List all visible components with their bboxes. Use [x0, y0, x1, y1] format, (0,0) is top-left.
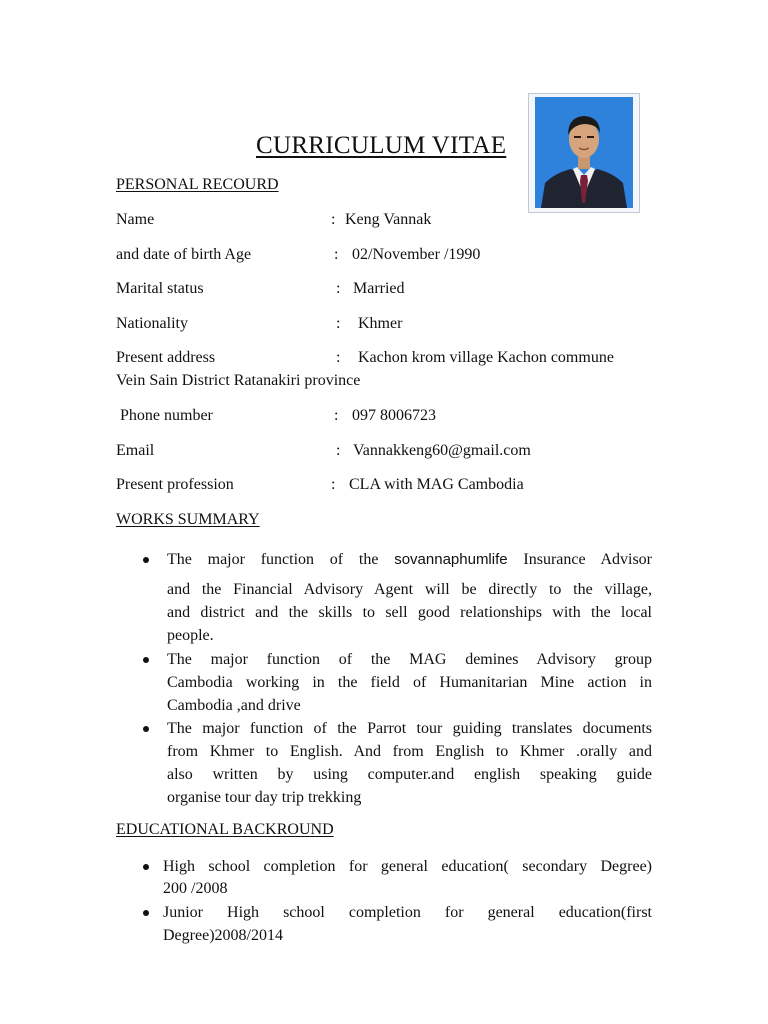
phone-value: 097 8006723 [352, 407, 436, 424]
works-item-3-line-4: organise tour day trip trekking [167, 789, 362, 806]
works-item-3-line-2: from Khmer to English. And from English to Khmer .orally and [167, 743, 652, 760]
email-label: Email [116, 442, 155, 459]
nationality-label: Nationality [116, 315, 188, 332]
bullet-icon [143, 864, 149, 870]
profile-photo [535, 97, 633, 208]
marital-label: Marital status [116, 280, 204, 297]
company-name: sovannaphumlife [394, 551, 508, 568]
bullet-icon [143, 910, 149, 916]
profession-label: Present profession [116, 476, 234, 493]
education-item-1-line-2: 200 /2008 [163, 880, 228, 897]
phone-label: Phone number [120, 407, 213, 424]
works-item-3-line-1: The major function of the Parrot tour guiding translates documents [167, 720, 652, 737]
works-item-1-line-3: and district and the skills to sell good relationships with the local [167, 604, 652, 621]
works-item-1-line-1: The major function of the sovannaphumlife Insurance Advisor [167, 551, 653, 568]
address-colon: : [336, 349, 341, 366]
address-continuation: Vein Sain District Ratanakiri province [116, 372, 361, 389]
portrait-illustration [535, 97, 633, 208]
profession-colon: : [331, 476, 336, 493]
education-heading: EDUCATIONAL BACKROUND [116, 821, 334, 838]
name-colon: : [331, 211, 336, 228]
dob-label: and date of birth Age [116, 246, 252, 263]
name-label: Name [116, 211, 155, 228]
dob-value: 02/November /1990 [352, 246, 481, 263]
works-item-1-line-2: and the Financial Advisory Agent will be directly to the village, [167, 581, 652, 598]
bullet-icon [143, 557, 149, 563]
marital-value: Married [353, 280, 405, 297]
marital-colon: : [336, 280, 341, 297]
works-item-2-line-3: Cambodia ,and drive [167, 697, 301, 714]
bullet-icon [143, 726, 149, 732]
education-item-2-line-1: Junior High school completion for general education(first [163, 904, 652, 921]
profession-value: CLA with MAG Cambodia [349, 476, 524, 493]
works-item-1-line-4: people. [167, 627, 214, 644]
phone-colon: : [334, 407, 339, 424]
address-value: Kachon krom village Kachon commune [358, 349, 614, 366]
works-heading: WORKS SUMMARY [116, 511, 260, 528]
personal-heading: PERSONAL RECOURD [116, 176, 279, 193]
email-value: Vannakkeng60@gmail.com [353, 442, 531, 459]
works-item-3-line-3: also written by using computer.and english speaking guide [167, 766, 652, 783]
works-item-2-line-1: The major function of the MAG demines Advisory group [167, 651, 652, 668]
nationality-colon: : [336, 315, 341, 332]
education-item-1-line-1: High school completion for general education( secondary Degree) [163, 858, 652, 875]
document-title: CURRICULUM VITAE [256, 132, 507, 159]
works-item-2-line-2: Cambodia working in the field of Humanitarian Mine action in [167, 674, 652, 691]
nationality-value: Khmer [358, 315, 403, 332]
bullet-icon [143, 657, 149, 663]
name-value: Keng Vannak [345, 211, 432, 228]
dob-colon: : [334, 246, 339, 263]
address-label: Present address [116, 349, 216, 366]
email-colon: : [336, 442, 341, 459]
education-item-2-line-2: Degree)2008/2014 [163, 927, 283, 944]
